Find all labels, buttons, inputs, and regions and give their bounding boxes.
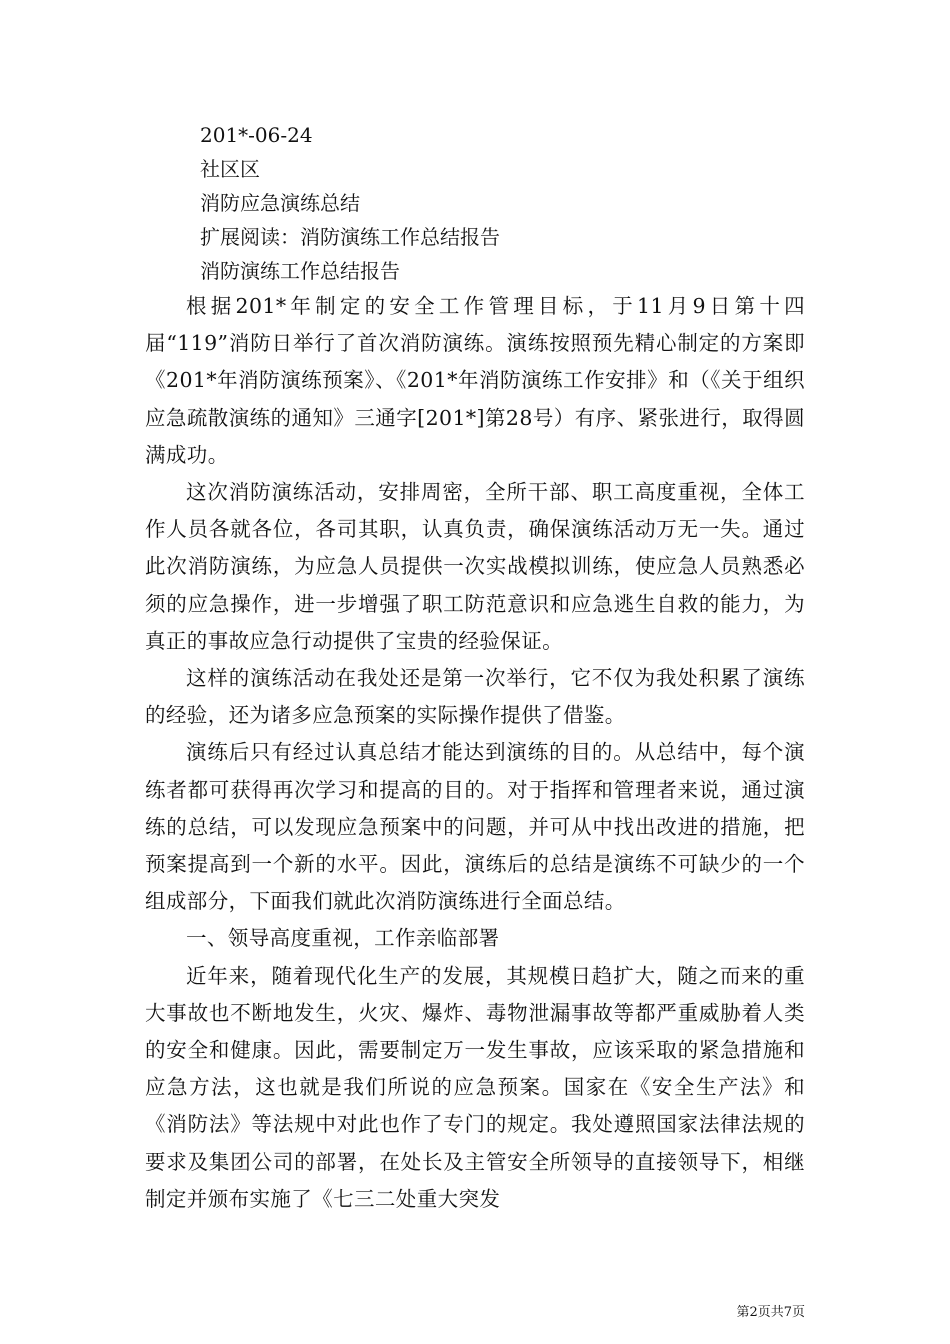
community-line: 社区区 (200, 157, 260, 181)
report-title: 消防演练工作总结报告 (200, 259, 400, 283)
paragraph: 根据201*年制定的安全工作管理目标，于11月9日第十四届“119”消防日举行了首次消防演练。演练按照预先精心制定的方案即《201*年消防演练预案》、《201*年消防演练工作安排》和（《关于组织应急疏散演练的通知》三通字[201*]第28号）有序、紧张进行，取得圆满成功。 (145, 294, 805, 467)
paragraph: 这样的演练活动在我处还是第一次举行，它不仅为我处积累了演练的经验，还为诸多应急预案的实际操作提供了借鉴。 (145, 666, 805, 728)
date-line: 201*-06-24 (200, 123, 313, 147)
document-body (145, 288, 805, 1218)
summary-title: 消防应急演练总结 (200, 191, 360, 215)
page-number: 第2页共7页 (736, 1305, 805, 1320)
paragraph: 演练后只有经过认真总结才能达到演练的目的。从总结中，每个演练者都可获得再次学习和提高的目的。对于指挥和管理者来说，通过演练的总结，可以发现应急预案中的问题，并可从中找出改进的措施，把预案提高到一个新的水平。因此，演练后的总结是演练不可缺少的一个组成部分，下面我们就此次消防演练进行全面总结。 (145, 740, 805, 914)
paragraph: 近年来，随着现代化生产的发展，其规模日趋扩大，随之而来的重大事故也不断地发生，火灾、爆炸、毒物泄漏事故等都严重威胁着人类的安全和健康。因此，需要制定万一发生事故，应该采取的紧急措施和应急方法，这也就是我们所说的应急预案。国家在《安全生产法》和《消防法》等法规中对此也作了专门的规定。我处遵照国家法律法规的要求及集团公司的部署，在处长及主管安全所领导的直接领导下，相继制定并颁布实施了《七三二处重大突发 (145, 963, 805, 1211)
section-heading: 一、领导高度重视，工作亲临部署 (186, 926, 500, 951)
paragraph: 这次消防演练活动，安排周密，全所干部、职工高度重视，全体工作人员各就各位，各司其职，认真负责，确保演练活动万无一失。通过此次消防演练，为应急人员提供一次实战模拟训练，使应急人员熟悉必须的应急操作，进一步增强了职工防范意识和应急逃生自救的能力，为真正的事故应急行动提供了宝贵的经验保证。 (145, 480, 805, 653)
extended-reading-line: 扩展阅读：消防演练工作总结报告 (200, 225, 500, 249)
document-header (200, 118, 820, 288)
